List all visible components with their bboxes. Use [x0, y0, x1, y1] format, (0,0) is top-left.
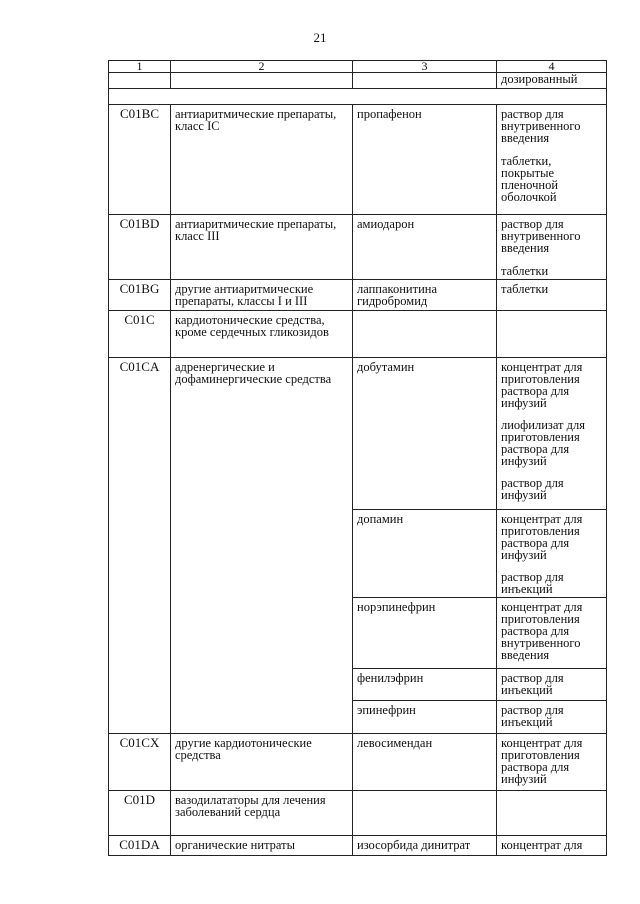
dosage-form: раствор для инъекций: [497, 669, 607, 701]
dosage-form: раствор для внутривенного введения: [501, 107, 581, 145]
dosage-form: раствор для инъекций: [497, 701, 607, 734]
dosage-form: раствор для инфузий: [501, 476, 564, 502]
atc-code: C01CX: [109, 734, 171, 791]
atc-code: C01BD: [109, 215, 171, 280]
drug-name: изосорбида динитрат: [353, 836, 497, 856]
dosage-form: таблетки: [497, 280, 607, 311]
header-col-4: 4: [497, 61, 607, 73]
dosage-form: дозированный: [497, 73, 607, 89]
table-row: [109, 791, 607, 836]
page-number: 21: [313, 30, 327, 45]
atc-code: C01C: [109, 311, 171, 358]
dosage-form: концентрат для приготовления раствора для внутривенного введения: [497, 598, 607, 669]
dosage-form: концентрат для приготовления раствора для инфузий: [497, 734, 607, 791]
atc-code: C01D: [109, 791, 171, 836]
table-row: [109, 215, 607, 280]
table-row: [109, 734, 607, 791]
drug-name: эпинефрин: [353, 701, 497, 734]
header-col-1: 1: [109, 61, 171, 73]
dosage-form: лиофилизат для приготовления раствора для инфузий: [501, 418, 585, 468]
atc-code: C01CA: [109, 358, 171, 734]
header-col-2: 2: [171, 61, 353, 73]
atc-group: органические нитраты: [171, 836, 353, 856]
atc-group: другие кардиотонические средства: [171, 734, 353, 791]
table-row: [109, 105, 607, 215]
dosage-form: концентрат для приготовления раствора для инфузий: [501, 512, 583, 562]
table-row: [109, 836, 607, 856]
drug-name: добутамин: [353, 358, 497, 510]
atc-group: вазодилататоры для лечения заболеваний сердца: [171, 791, 353, 836]
header-col-3: 3: [353, 61, 497, 73]
drug-name: пропафенон: [353, 105, 497, 215]
dosage-form: раствор для инъекций: [501, 570, 564, 596]
drug-name: амиодарон: [353, 215, 497, 280]
header-row: [109, 61, 607, 73]
dosage-form: раствор для внутривенного введения: [501, 217, 581, 255]
dosage-form: таблетки, покрытые пленочной оболочкой: [501, 154, 559, 204]
atc-group: другие антиаритмические препараты, классы I и III: [171, 280, 353, 311]
dosage-form: концентрат для приготовления раствора для инфузий: [501, 360, 583, 410]
atc-group: антиаритмические препараты, класс IC: [171, 105, 353, 215]
drug-table: [108, 60, 607, 856]
atc-code: C01BG: [109, 280, 171, 311]
table-row: [109, 280, 607, 311]
atc-code: C01BC: [109, 105, 171, 215]
table-row: [109, 311, 607, 358]
atc-code: C01DA: [109, 836, 171, 856]
continuation-row: [109, 73, 607, 89]
dosage-form: таблетки: [501, 264, 549, 278]
drug-name: норэпинефрин: [353, 598, 497, 669]
table-row: [109, 358, 607, 510]
atc-group: адренергические и дофаминергические средства: [171, 358, 353, 734]
dosage-form: концентрат для: [497, 836, 607, 856]
drug-name: фенилэфрин: [353, 669, 497, 701]
drug-name: левосимендан: [353, 734, 497, 791]
drug-name: допамин: [353, 510, 497, 598]
drug-name: лаппаконитина гидробромид: [353, 280, 497, 311]
atc-group: антиаритмические препараты, класс III: [171, 215, 353, 280]
atc-group: кардиотонические средства, кроме сердечных гликозидов: [171, 311, 353, 358]
